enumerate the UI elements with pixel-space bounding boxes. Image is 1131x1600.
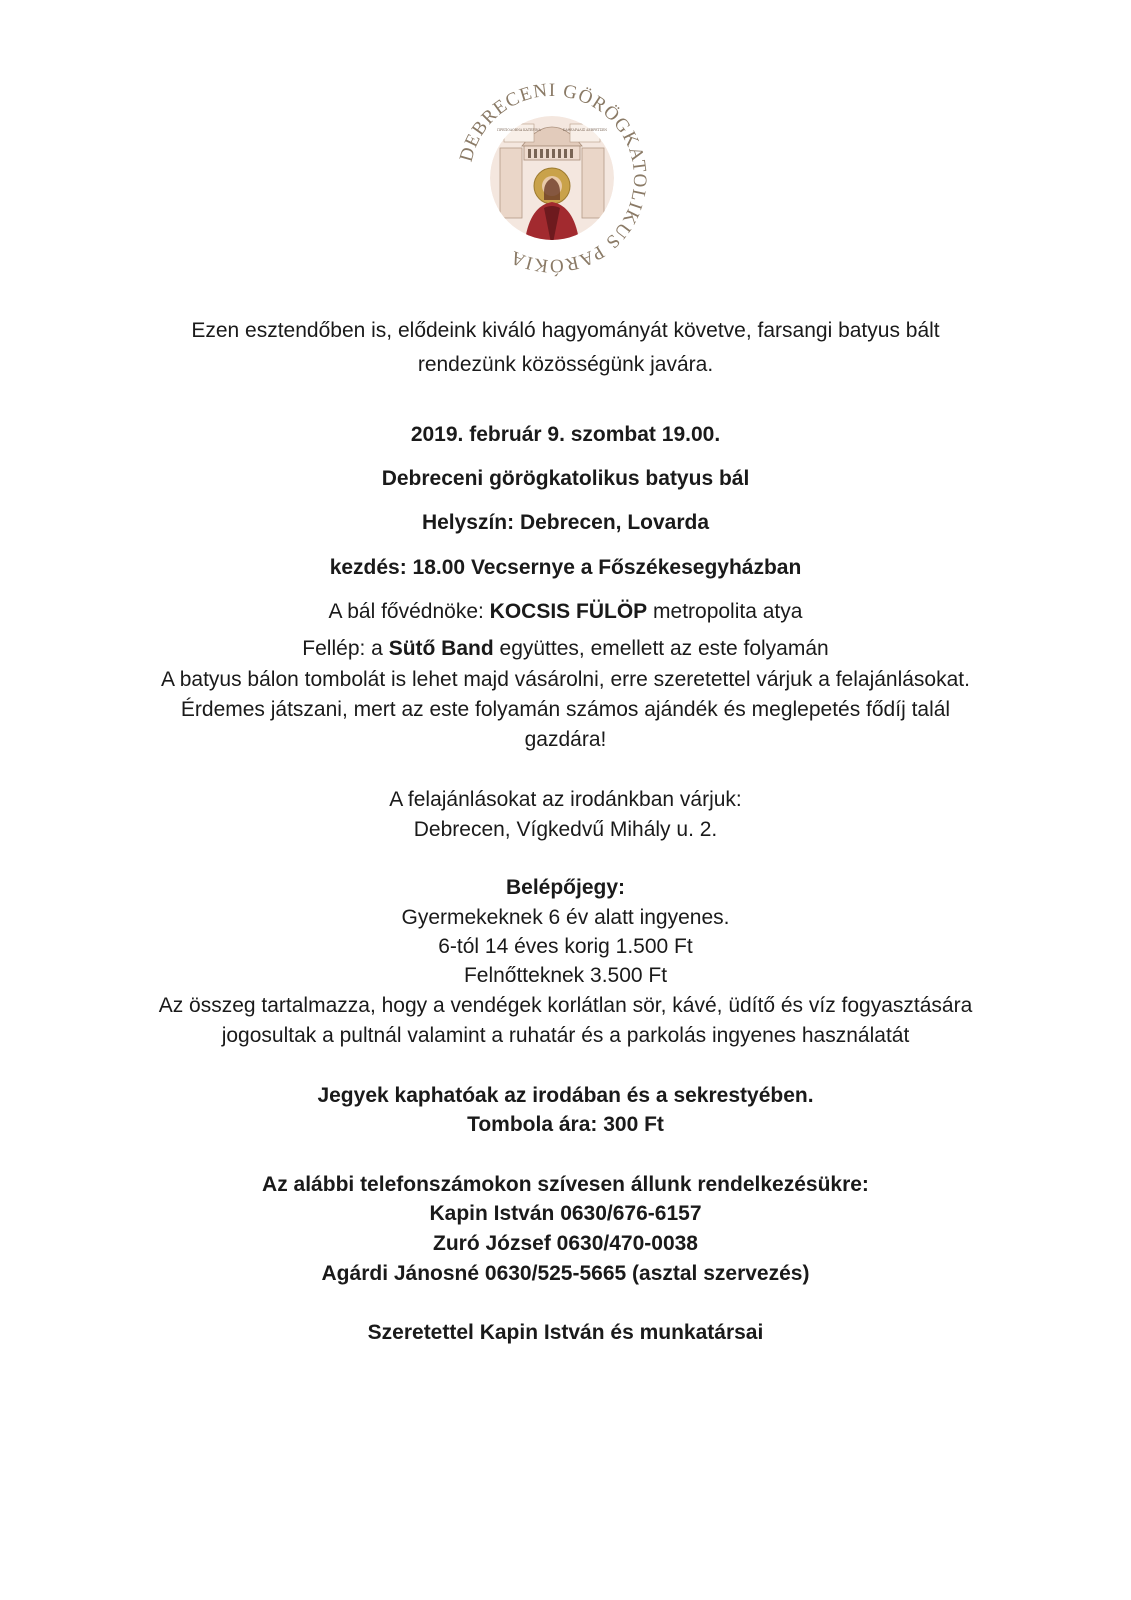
raffle-line-1: A batyus bálon tombolát is lehet majd vásárolni, erre szeretettel várjuk a felajánlásokat. [161, 668, 970, 691]
ticket-includes-1: Az összeg tartalmazza, hogy a vendégek korlátlan sör, kávé, üdítő és víz fogyasztására [158, 994, 973, 1017]
patron-suffix: metropolita atya [647, 600, 803, 623]
event-venue: Helyszín: Debrecen, Lovarda [421, 511, 710, 534]
ticket-adults: Felnőtteknek 3.500 Ft [463, 964, 668, 987]
patron-name: KOCSIS FÜLÖP [489, 600, 648, 623]
band-suffix: együttes, emellett az este folyamán [493, 637, 829, 660]
patron-line [100, 599, 1031, 625]
contact-1: Kapin István 0630/676-6157 [429, 1202, 702, 1225]
seal-ring-text: DEBRECENI GÖRÖGKATOLIKUS PARÓKIA [455, 79, 651, 277]
raffle-line-2: Érdemes játszani, mert az este folyamán számos ajándék és meglepetés fődíj talál [180, 698, 951, 721]
signature: Szeretettel Kapin István és munkatársai [367, 1321, 764, 1344]
event-date: 2019. február 9. szombat 19.00. [410, 423, 721, 446]
contact-3: Agárdi Jánosné 0630/525-5665 (asztal szervezés) [321, 1262, 810, 1285]
patron-prefix: A bál fővédnöke: [328, 600, 490, 623]
ticket-includes-2: jogosultak a pultnál valamint a ruhatár és a parkolás ingyenes használatát [221, 1024, 910, 1047]
ticket-children: Gyermekeknek 6 év alatt ingyenes. [401, 906, 730, 929]
ticket-youth: 6-tól 14 éves korig 1.500 Ft [438, 935, 693, 958]
seal-tablet-left: ΠΡΕΠΟΔΟΒΝΑ ΚΑΤΕΡΙΝΑ [497, 128, 541, 132]
raffle-price: Tombola ára: 300 Ft [467, 1113, 664, 1136]
band-line [100, 636, 1031, 662]
event-name: Debreceni görögkatolikus batyus bál [381, 467, 750, 490]
band-prefix: Fellép: a [302, 637, 389, 660]
contacts-heading: Az alábbi telefonszámokon szívesen állunk rendelkezésükre: [262, 1173, 869, 1196]
tickets-where: Jegyek kaphatóak az irodában és a sekrestyében. [317, 1084, 814, 1107]
event-start: kezdés: 18.00 Vecsernye a Főszékesegyházban [329, 556, 802, 579]
contact-2: Zuró József 0630/470-0038 [433, 1232, 698, 1255]
band-name: Sütő Band [388, 637, 494, 660]
offerings-address: Debrecen, Vígkedvű Mihály u. 2. [413, 818, 718, 841]
raffle-line-3: gazdára! [524, 728, 607, 751]
offerings-line-1: A felajánlásokat az irodánkban várjuk: [389, 788, 742, 811]
intro-line-2: rendezünk közösségünk javára. [417, 353, 714, 376]
parish-seal-logo [452, 78, 652, 278]
intro-line-1: Ezen esztendőben is, elődeink kiváló hagyományát követve, farsangi batyus bált [191, 319, 940, 342]
seal-tablet-right: ΚΑΘΕΔΡΑΛΙΣ ΔΕΒΡΕΤΣΕΝ [562, 128, 608, 132]
ticket-heading: Belépőjegy: [505, 876, 626, 899]
cathedral-icon [490, 104, 614, 248]
